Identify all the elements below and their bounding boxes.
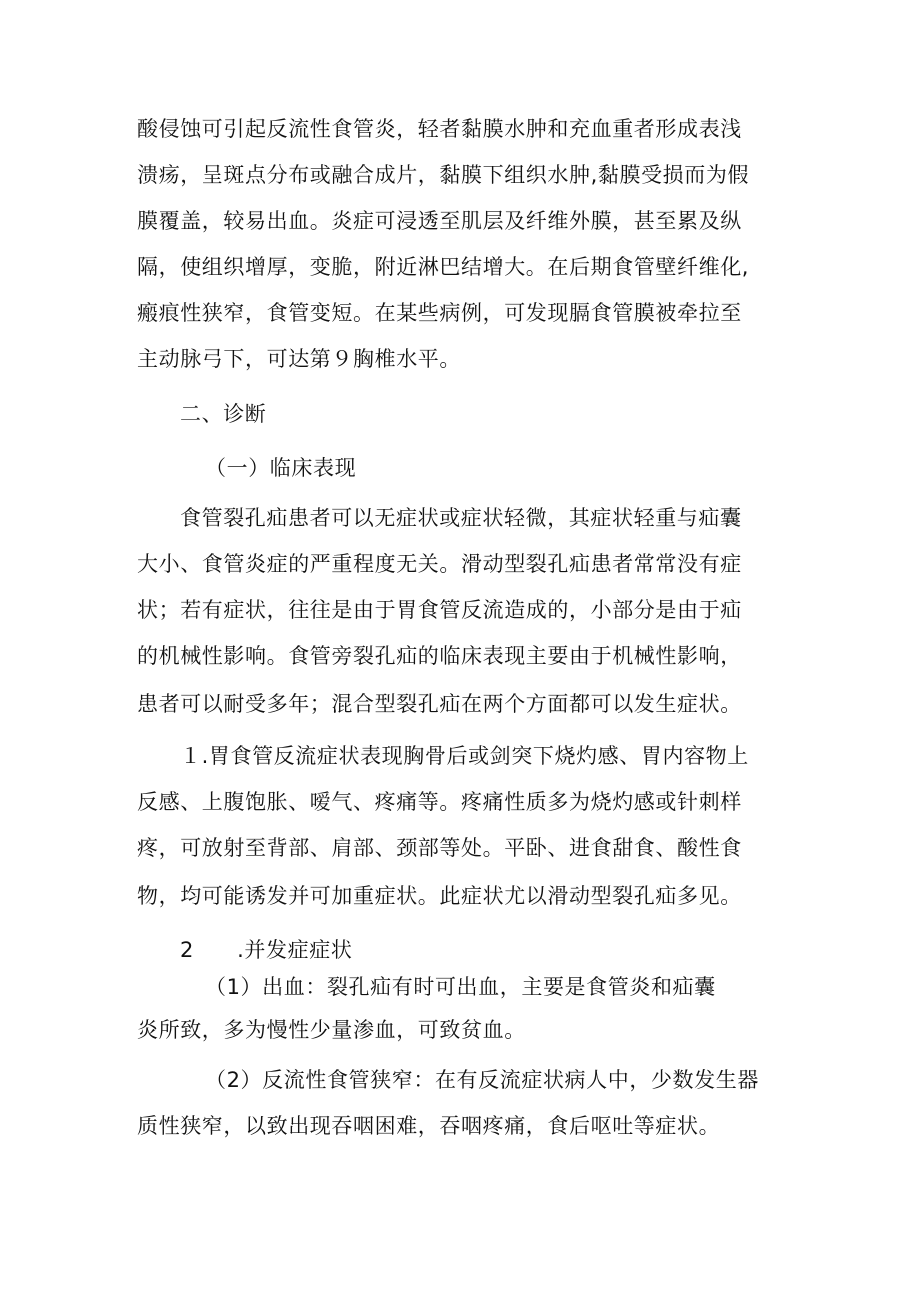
- text-line: 主动脉弓下，可达第９胸椎水平。: [137, 347, 461, 371]
- text-line: 患者可以耐受多年；混合型裂孔疝在两个方面都可以发生症状。: [137, 692, 742, 716]
- text-line: 酸侵蚀可引起反流性食管炎，轻者黏膜水肿和充血重者形成表浅: [137, 117, 742, 141]
- text-line: 反感、上腹饱胀、嗳气、疼痛等。疼痛性质多为烧灼感或针刺样: [137, 790, 742, 814]
- text-line: （1）出血：裂孔疝有时可出血，主要是食管炎和疝囊: [205, 975, 716, 999]
- text-line: 状；若有症状，往往是由于胃食管反流造成的，小部分是由于疝: [137, 598, 742, 622]
- text-line: 溃疡，呈斑点分布或融合成片，黏膜下组织水肿,黏膜受损而为假: [137, 163, 750, 187]
- text-line: 大小、食管炎症的严重程度无关。滑动型裂孔疝患者常常没有症: [137, 552, 742, 576]
- text-line: 瘢痕性狭窄，食管变短。在某些病例，可发现膈食管膜被牵拉至: [137, 301, 742, 325]
- subsection-heading: （一）临床表现: [205, 456, 357, 480]
- text-line: （2）反流性食管狭窄：在有反流症状病人中，少数发生器: [205, 1068, 759, 1092]
- text-line: 的机械性影响。食管旁裂孔疝的临床表现主要由于机械性影响，: [137, 644, 742, 668]
- section-heading: 二、诊断: [180, 402, 267, 426]
- text-line: 炎所致，多为慢性少量渗血，可致贫血。: [137, 1018, 526, 1042]
- text-line: １.胃食管反流症状表现胸骨后或剑突下烧灼感、胃内容物上: [180, 744, 749, 768]
- list-heading: 2 .并发症症状: [180, 938, 353, 962]
- text-line: 质性狭窄，以致出现吞咽困难，吞咽疼痛，食后呕吐等症状。: [137, 1114, 721, 1138]
- text-line: 膜覆盖，较易出血。炎症可浸透至肌层及纤维外膜，甚至累及纵: [137, 209, 742, 233]
- text-line: 隔，使组织增厚，变脆，附近淋巴结增大。在后期食管壁纤维化,: [137, 255, 750, 279]
- text-line: 物，均可能诱发并可加重症状。此症状尤以滑动型裂孔疝多见。: [137, 884, 742, 908]
- text-line: 食管裂孔疝患者可以无症状或症状轻微，其症状轻重与疝囊: [180, 506, 742, 530]
- text-line: 疼，可放射至背部、肩部、颈部等处。平卧、进食甜食、酸性食: [137, 836, 742, 860]
